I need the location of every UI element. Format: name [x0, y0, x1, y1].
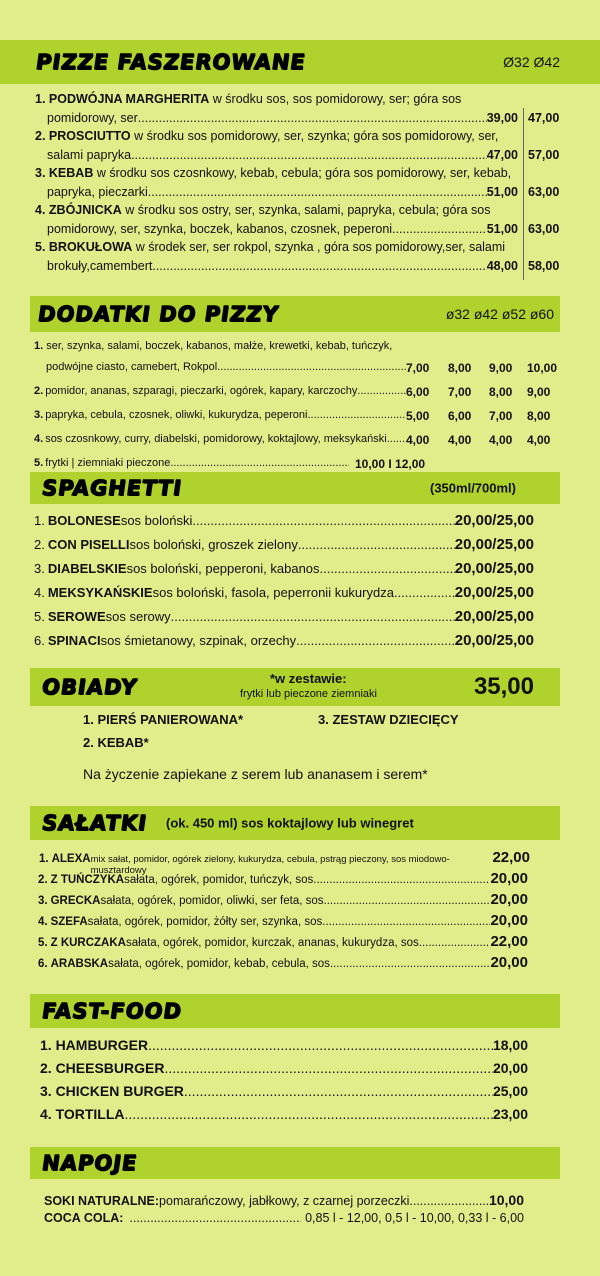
leader-dots	[298, 537, 455, 552]
item-price: 20,00/25,00	[454, 536, 534, 553]
item-name: GRECKA	[50, 895, 101, 907]
item-desc: podwójne ciasto, camebert, Rokpol	[46, 361, 218, 373]
item-name: PROSCIUTTO	[48, 129, 131, 143]
salad-item	[38, 912, 528, 929]
item-number: 2.	[35, 129, 49, 143]
item-number: 5.	[35, 240, 49, 254]
topping-price: 4,00	[527, 433, 551, 447]
pizza-item-line1	[35, 92, 461, 106]
drink-sizes: 0,85 l - 12,00, 0,5 l - 10,00, 0,33 l - 6,00	[305, 1211, 524, 1225]
item-desc: sałata, ogórek, pomidor, tuńczyk, sos	[124, 874, 314, 886]
section-header-spaghetti	[30, 472, 560, 504]
leader-dots	[152, 259, 486, 273]
price-42: 63,00	[528, 185, 560, 199]
section-title: PIZZE FASZEROWANE	[34, 50, 308, 74]
spaghetti-item	[34, 584, 534, 601]
price-32: 51,00	[486, 222, 518, 236]
leader-dots	[125, 1106, 493, 1122]
item-desc: frytki | ziemniaki pieczone	[45, 457, 171, 469]
topping-price: 9,00	[489, 361, 513, 375]
item-name: ALEXA	[51, 853, 91, 865]
item-desc: ser, szynka, salami, boczek, kabanos, małże, krewetki, kebab, tuńczyk,	[46, 340, 393, 352]
item-desc: sos boloński, pepperoni, kabanos	[126, 561, 320, 576]
item-name: Z TUŃCZYKA	[50, 874, 125, 886]
item-price: 25,00	[492, 1083, 528, 1099]
item-number: 4.	[34, 433, 44, 445]
topping-price: 6,00	[448, 409, 472, 423]
topping-price: 9,00	[527, 385, 551, 399]
price-32: 51,00	[486, 185, 518, 199]
item-number: 4.	[38, 916, 48, 928]
item-number: 6.	[38, 958, 48, 970]
item-desc: w środku sos pomidorowy, ser, szynka; góra sos pomidorowy, ser,	[130, 129, 499, 143]
section-header-salatki	[30, 806, 560, 840]
leader-dots	[330, 958, 491, 970]
topping-line	[34, 385, 406, 397]
item-desc: sałata, ogórek, pomidor, żółty ser, szynka, sos	[87, 916, 323, 928]
leader-dots	[308, 409, 407, 421]
item-number: 4.	[35, 203, 49, 217]
item-number: 5.	[38, 937, 48, 949]
spaghetti-item	[34, 608, 534, 625]
section-title: SAŁATKI	[40, 811, 149, 835]
item-price: 18,00	[492, 1037, 528, 1053]
item-price: 20,00/25,00	[454, 512, 534, 529]
topping-price: 10,00 I 12,00	[355, 457, 426, 471]
topping-price: 8,00	[527, 409, 551, 423]
salad-item	[38, 870, 528, 887]
leader-dots	[184, 1083, 493, 1099]
item-name: SPINACI	[47, 633, 101, 648]
leader-dots	[392, 222, 487, 236]
drink-label: COCA COLA:	[44, 1211, 124, 1225]
size-labels: Ø32 Ø42	[503, 54, 560, 70]
price-42: 58,00	[528, 259, 560, 273]
leader-dots	[357, 385, 406, 397]
set-label: *w zestawie:	[270, 671, 347, 686]
leader-dots	[171, 609, 455, 624]
item-price: 20,00	[492, 1060, 528, 1076]
leader-dots	[131, 148, 487, 162]
topping-line	[46, 361, 406, 373]
item-name: BOLONESE	[47, 513, 121, 528]
section-title: NAPOJE	[40, 1151, 139, 1175]
item-price: 20,00	[490, 954, 528, 971]
item-desc: pomidorowy, ser, szynka, boczek, kabanos, czosnek, peperoni	[47, 222, 393, 236]
salad-item	[38, 891, 528, 908]
price-32: 39,00	[486, 111, 518, 125]
obiady-item: 1. PIERŚ PANIEROWANA*	[83, 712, 244, 727]
drink-label: SOKI NATURALNE:	[44, 1194, 160, 1208]
item-desc: sos czosnkowy, curry, diabelski, pomidorowy, koktajlowy, meksykański	[45, 433, 387, 445]
item-price: 20,00/25,00	[454, 560, 534, 577]
item-price: 20,00	[490, 870, 528, 887]
topping-price: 5,00	[406, 409, 430, 423]
item-name: 3. CHICKEN BURGER	[40, 1083, 184, 1099]
item-desc: sałata, ogórek, pomidor, kurczak, ananas, kukurydza, sos	[125, 937, 419, 949]
item-name: KEBAB	[48, 166, 94, 180]
item-desc: w środku sos czosnkowy, kebab, cebula; góra sos pomidorowy, ser, kebab,	[93, 166, 512, 180]
item-number: 1.	[34, 340, 47, 352]
drink-row-soki	[44, 1192, 524, 1208]
topping-price: 4,00	[448, 433, 472, 447]
section-header-obiady	[30, 668, 560, 706]
price-42: 63,00	[528, 222, 560, 236]
pizza-item-line1	[35, 203, 491, 217]
item-number: 1.	[35, 92, 49, 106]
salad-item	[38, 933, 528, 950]
section-header-pizze	[0, 40, 600, 84]
item-desc: sos śmietanowy, szpinak, orzechy	[100, 633, 297, 648]
item-number: 4.	[34, 585, 45, 600]
obiady-note: Na życzenie zapiekane z serem lub ananasem i serem*	[83, 766, 428, 782]
size-labels: ø32 ø42 ø52 ø60	[445, 306, 554, 322]
item-desc: w środku sos, sos pomidorowy, ser; góra sos	[209, 92, 462, 106]
leader-dots	[170, 457, 349, 469]
item-name: 4. TORTILLA	[40, 1106, 125, 1122]
leader-dots	[296, 633, 455, 648]
item-price: 20,00	[490, 891, 528, 908]
item-desc: sos boloński, fasola, peperronii kukurydza	[152, 585, 394, 600]
section-header-dodatki	[30, 296, 560, 332]
topping-price: 7,00	[489, 409, 513, 423]
section-title: FAST-FOOD	[40, 999, 184, 1023]
pizza-item-line2	[47, 111, 522, 125]
item-desc: sałata, ogórek, pomidor, kebab, cebula, sos	[108, 958, 330, 970]
item-number: 2.	[34, 385, 44, 397]
pizza-item-line1	[35, 166, 511, 180]
spaghetti-item	[34, 560, 534, 577]
item-name: ZBÓJNICKA	[48, 203, 122, 217]
section-title: SPAGHETTI	[40, 476, 184, 500]
item-name: BROKUŁOWA	[48, 240, 133, 254]
item-number: 3.	[34, 409, 44, 421]
item-desc: mix sałat, pomidor, ogórek zielony, kukurydza, cebula, pstrąg pieczony, sos miodowo-musztardowy	[90, 854, 450, 876]
item-number: 1.	[34, 513, 45, 528]
price-32: 48,00	[486, 259, 518, 273]
leader-dots	[419, 937, 491, 949]
item-desc: sos boloński	[120, 513, 193, 528]
set-desc: frytki lub pieczone ziemniaki	[240, 688, 377, 700]
topping-price: 8,00	[448, 361, 472, 375]
topping-price: 4,00	[489, 433, 513, 447]
topping-price: 7,00	[406, 361, 430, 375]
item-desc: pomidor, ananas, szparagi, pieczarki, ogórek, kapary, karczochy	[45, 385, 358, 397]
topping-line	[34, 409, 406, 421]
item-desc: salami papryka	[47, 148, 132, 162]
section-title: DODATKI DO PIZZY	[36, 302, 281, 326]
item-price: 20,00/25,00	[454, 608, 534, 625]
price-42: 57,00	[528, 148, 560, 162]
leader-dots	[138, 111, 487, 125]
drink-row-cola	[44, 1211, 524, 1225]
price-32: 47,00	[486, 148, 518, 162]
fastfood-item	[40, 1060, 528, 1076]
section-title: OBIADY	[40, 675, 139, 699]
pizza-item-line1	[35, 240, 505, 254]
item-number: 2.	[38, 874, 48, 886]
obiady-item: 3. ZESTAW DZIECIĘCY	[318, 712, 459, 727]
item-desc: sos boloński, groszek zielony	[129, 537, 298, 552]
leader-dots	[217, 361, 406, 373]
leader-dots	[387, 433, 406, 445]
spaghetti-item	[34, 536, 534, 553]
item-desc: pomidorowy, ser	[47, 111, 138, 125]
item-name: 2. CHEESBURGER	[40, 1060, 165, 1076]
item-price: 22,00	[492, 849, 530, 866]
item-name: 1. HAMBURGER	[40, 1037, 149, 1053]
leader-dots	[409, 1194, 489, 1208]
topping-price: 4,00	[406, 433, 430, 447]
topping-line	[34, 433, 406, 445]
leader-dots	[313, 874, 490, 886]
drink-desc: pomarańczowy, jabłkowy, z czarnej porzeczki	[159, 1194, 410, 1208]
item-price: 20,00/25,00	[454, 584, 534, 601]
item-desc: w środek ser, ser rokpol, szynka , góra sos pomidorowy,ser, salami	[132, 240, 506, 254]
price-divider	[523, 108, 524, 280]
item-price: 20,00/25,00	[454, 632, 534, 649]
leader-dots	[164, 1060, 492, 1076]
salad-item	[38, 954, 528, 971]
item-name: ARABSKA	[50, 958, 109, 970]
section-header-fastfood	[30, 994, 560, 1028]
fastfood-item	[40, 1106, 528, 1122]
item-number: 6.	[34, 633, 45, 648]
item-number: 5.	[34, 457, 44, 469]
item-price: 22,00	[490, 933, 528, 950]
pizza-item-line1	[35, 129, 498, 143]
item-name: MEKSYKAŃSKIE	[47, 585, 153, 600]
item-desc: w środku sos ostry, ser, szynka, salami, papryka, cebula; góra sos	[121, 203, 491, 217]
leader-dots	[192, 513, 454, 528]
item-number: 3.	[34, 561, 45, 576]
leader-dots	[320, 561, 455, 576]
topping-price: 7,00	[448, 385, 472, 399]
topping-price: 6,00	[406, 385, 430, 399]
spaghetti-item	[34, 512, 534, 529]
pizza-item-line2	[47, 222, 522, 236]
drink-price: 10,00	[488, 1192, 524, 1208]
section-header-napoje	[30, 1147, 560, 1179]
pizza-item-line2	[47, 185, 522, 199]
item-name: PODWÓJNA MARGHERITA	[48, 92, 210, 106]
salatki-subtitle: (ok. 450 ml) sos koktajlowy lub winegret	[166, 815, 414, 831]
item-name: CON PISELLI	[47, 537, 130, 552]
leader-dots	[148, 1037, 493, 1053]
spaghetti-item	[34, 632, 534, 649]
topping-line1	[34, 340, 392, 352]
topping-line	[34, 457, 349, 469]
item-name: SZEFA	[50, 916, 88, 928]
obiady-item: 2. KEBAB*	[83, 735, 149, 750]
item-number: 1.	[39, 853, 49, 865]
item-number: 5.	[34, 609, 45, 624]
topping-price: 10,00	[527, 361, 558, 375]
leader-dots	[148, 185, 487, 199]
item-price: 23,00	[492, 1106, 528, 1122]
item-name: DIABELSKIE	[47, 561, 127, 576]
pizza-item-line2	[47, 148, 522, 162]
leader-dots	[322, 916, 490, 928]
topping-price: 8,00	[489, 385, 513, 399]
fastfood-item	[40, 1037, 528, 1053]
item-desc: papryka, pieczarki	[47, 185, 148, 199]
item-number: 3.	[35, 166, 49, 180]
item-name: SEROWE	[47, 609, 106, 624]
item-number: 2.	[34, 537, 45, 552]
pizza-item-line2	[47, 259, 522, 273]
leader-dots	[394, 585, 455, 600]
item-price: 20,00	[490, 912, 528, 929]
leader-dots	[324, 895, 491, 907]
size-labels: (350ml/700ml)	[430, 480, 516, 496]
price-42: 47,00	[528, 111, 560, 125]
leader-dots	[129, 1211, 301, 1225]
item-desc: brokuły,camembert	[47, 259, 153, 273]
item-number: 3.	[38, 895, 48, 907]
obiady-price: 35,00	[473, 673, 534, 700]
item-desc: sałata, ogórek, pomidor, oliwki, ser feta, sos	[100, 895, 324, 907]
item-desc: papryka, cebula, czosnek, oliwki, kukurydza, peperoni	[45, 409, 308, 421]
item-name: Z KURCZAKA	[50, 937, 126, 949]
fastfood-item	[40, 1083, 528, 1099]
item-desc: sos serowy	[105, 609, 171, 624]
